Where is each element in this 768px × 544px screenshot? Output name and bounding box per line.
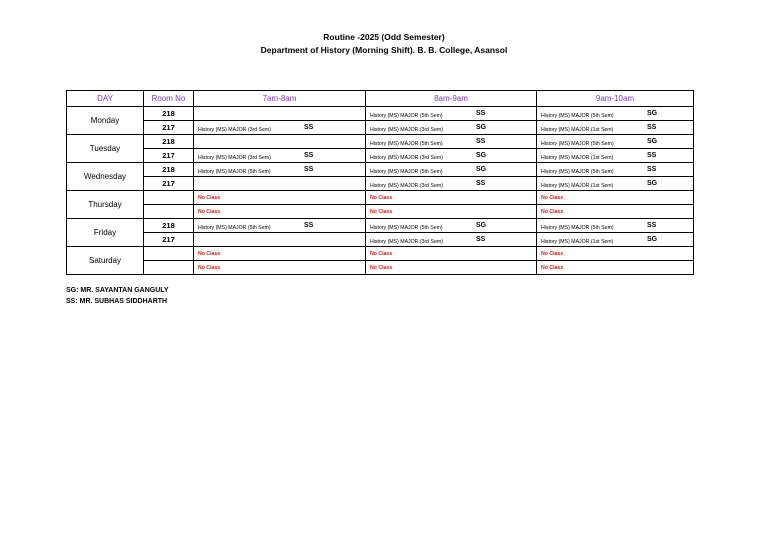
table-row bbox=[67, 163, 694, 177]
slot-cell bbox=[194, 233, 366, 247]
no-class-label: No Class bbox=[541, 208, 564, 215]
slot-cell bbox=[194, 219, 366, 233]
class-label: History (MS) MAJOR (5th Sem) bbox=[541, 169, 614, 175]
slot-cell bbox=[194, 261, 366, 275]
slot-cell bbox=[366, 135, 537, 149]
class-label: History (MS) MAJOR (3rd Sem) bbox=[198, 155, 271, 161]
table-row bbox=[67, 219, 694, 233]
slot-cell bbox=[537, 261, 694, 275]
class-label: History (MS) MAJOR (3rd Sem) bbox=[370, 127, 443, 133]
slot-cell bbox=[194, 121, 366, 135]
slot-cell bbox=[366, 261, 537, 275]
no-class-label: No Class bbox=[198, 250, 221, 257]
slot-cell bbox=[194, 191, 366, 205]
column-header-day: DAY bbox=[67, 91, 144, 107]
no-class-label: No Class bbox=[370, 264, 393, 271]
class-label: History (MS) MAJOR (3rd Sem) bbox=[370, 155, 443, 161]
slot-cell bbox=[366, 149, 537, 163]
class-label: History (MS) MAJOR (1st Sem) bbox=[541, 155, 614, 161]
room-cell bbox=[144, 191, 194, 205]
room-cell: 218 bbox=[144, 163, 194, 177]
slot-cell bbox=[537, 205, 694, 219]
day-cell: Monday bbox=[67, 107, 144, 135]
class-label: History (MS) MAJOR (5th Sem) bbox=[198, 169, 271, 175]
no-class-label: No Class bbox=[541, 250, 564, 257]
column-header-9am: 9am-10am bbox=[537, 91, 694, 107]
teacher-initials: SG bbox=[476, 222, 487, 229]
page-subtitle: Department of History (Morning Shift). B. B. College, Asansol bbox=[260, 45, 508, 55]
slot-cell bbox=[366, 233, 537, 247]
column-header-8am: 8am-9am bbox=[366, 91, 537, 107]
column-header-7am: 7am-8am bbox=[194, 91, 366, 107]
slot-cell bbox=[537, 163, 694, 177]
slot-cell bbox=[537, 219, 694, 233]
slot-cell bbox=[194, 163, 366, 177]
table-row bbox=[67, 135, 694, 149]
table-row bbox=[67, 121, 694, 135]
room-cell: 218 bbox=[144, 107, 194, 121]
day-cell: Friday bbox=[67, 219, 144, 247]
legend-sg: SG: MR. SAYANTAN GANGULY bbox=[66, 287, 169, 294]
slot-cell bbox=[537, 191, 694, 205]
room-cell bbox=[144, 247, 194, 261]
room-cell bbox=[144, 261, 194, 275]
table-row bbox=[67, 261, 694, 275]
teacher-initials: SS bbox=[476, 236, 486, 243]
no-class-label: No Class bbox=[198, 264, 221, 271]
slot-cell bbox=[194, 135, 366, 149]
no-class-label: No Class bbox=[541, 194, 564, 201]
routine-table bbox=[66, 90, 694, 275]
class-label: History (MS) MAJOR (5th Sem) bbox=[541, 225, 614, 231]
table-row bbox=[67, 107, 694, 121]
class-label: History (MS) MAJOR (1st Sem) bbox=[541, 183, 614, 189]
class-label: History (MS) MAJOR (5th Sem) bbox=[370, 113, 443, 119]
legend-ss: SS: MR. SUBHAS SIDDHARTH bbox=[66, 298, 168, 305]
no-class-label: No Class bbox=[370, 194, 393, 201]
class-label: History (MS) MAJOR (5th Sem) bbox=[541, 113, 614, 119]
class-label: History (MS) MAJOR (1st Sem) bbox=[541, 127, 614, 133]
class-label: History (MS) MAJOR (5th Sem) bbox=[541, 141, 614, 147]
slot-cell bbox=[366, 121, 537, 135]
no-class-label: No Class bbox=[541, 264, 564, 271]
class-label: History (MS) MAJOR (5th Sem) bbox=[198, 225, 271, 231]
teacher-initials: SS bbox=[304, 222, 314, 229]
slot-cell bbox=[194, 247, 366, 261]
day-cell: Thursday bbox=[67, 191, 144, 219]
teacher-initials: SS bbox=[476, 138, 486, 145]
class-label: History (MS) MAJOR (5th Sem) bbox=[370, 225, 443, 231]
column-header-room: Room No bbox=[144, 91, 194, 107]
slot-cell bbox=[366, 191, 537, 205]
teacher-initials: SS bbox=[647, 222, 657, 229]
slot-cell bbox=[194, 177, 366, 191]
page-title: Routine -2025 (Odd Semester) bbox=[323, 32, 445, 42]
room-cell: 217 bbox=[144, 121, 194, 135]
room-cell: 217 bbox=[144, 149, 194, 163]
slot-cell bbox=[366, 107, 537, 121]
slot-cell bbox=[194, 205, 366, 219]
class-label: History (MS) MAJOR (1st Sem) bbox=[541, 239, 614, 245]
class-label: History (MS) MAJOR (3rd Sem) bbox=[370, 239, 443, 245]
slot-cell bbox=[537, 135, 694, 149]
teacher-initials: SG bbox=[476, 166, 487, 173]
room-cell bbox=[144, 205, 194, 219]
teacher-initials: SS bbox=[647, 124, 657, 131]
teacher-initials: SS bbox=[476, 110, 486, 117]
slot-cell bbox=[194, 149, 366, 163]
no-class-label: No Class bbox=[370, 250, 393, 257]
teacher-initials: SG bbox=[647, 236, 658, 243]
table-header-row bbox=[67, 91, 694, 107]
teacher-initials: SG bbox=[476, 124, 487, 131]
class-label: History (MS) MAJOR (5th Sem) bbox=[370, 141, 443, 147]
teacher-initials: SS bbox=[476, 180, 486, 187]
slot-cell bbox=[537, 121, 694, 135]
table-row bbox=[67, 149, 694, 163]
table-row bbox=[67, 205, 694, 219]
slot-cell bbox=[194, 107, 366, 121]
teacher-initials: SG bbox=[647, 110, 658, 117]
slot-cell bbox=[537, 107, 694, 121]
class-label: History (MS) MAJOR (3rd Sem) bbox=[198, 127, 271, 133]
slot-cell bbox=[537, 247, 694, 261]
room-cell: 218 bbox=[144, 135, 194, 149]
no-class-label: No Class bbox=[198, 208, 221, 215]
teacher-initials: SS bbox=[647, 166, 657, 173]
teacher-initials: SG bbox=[647, 138, 658, 145]
routine-body bbox=[67, 107, 694, 275]
slot-cell bbox=[366, 205, 537, 219]
teacher-initials: SS bbox=[304, 124, 314, 131]
day-cell: Saturday bbox=[67, 247, 144, 275]
slot-cell bbox=[366, 247, 537, 261]
room-cell: 217 bbox=[144, 177, 194, 191]
no-class-label: No Class bbox=[198, 194, 221, 201]
class-label: History (MS) MAJOR (5th Sem) bbox=[370, 169, 443, 175]
slot-cell bbox=[366, 177, 537, 191]
slot-cell bbox=[366, 219, 537, 233]
table-row bbox=[67, 177, 694, 191]
teacher-initials: SG bbox=[647, 180, 658, 187]
teacher-initials: SS bbox=[304, 166, 314, 173]
teacher-initials: SS bbox=[647, 152, 657, 159]
day-cell: Tuesday bbox=[67, 135, 144, 163]
table-row bbox=[67, 191, 694, 205]
teacher-initials: SG bbox=[476, 152, 487, 159]
room-cell: 217 bbox=[144, 233, 194, 247]
room-cell: 218 bbox=[144, 219, 194, 233]
no-class-label: No Class bbox=[370, 208, 393, 215]
day-cell: Wednesday bbox=[67, 163, 144, 191]
slot-cell bbox=[537, 149, 694, 163]
table-row bbox=[67, 247, 694, 261]
teacher-initials: SS bbox=[304, 152, 314, 159]
slot-cell bbox=[366, 163, 537, 177]
class-label: History (MS) MAJOR (3rd Sem) bbox=[370, 183, 443, 189]
slot-cell bbox=[537, 177, 694, 191]
slot-cell bbox=[537, 233, 694, 247]
table-row bbox=[67, 233, 694, 247]
